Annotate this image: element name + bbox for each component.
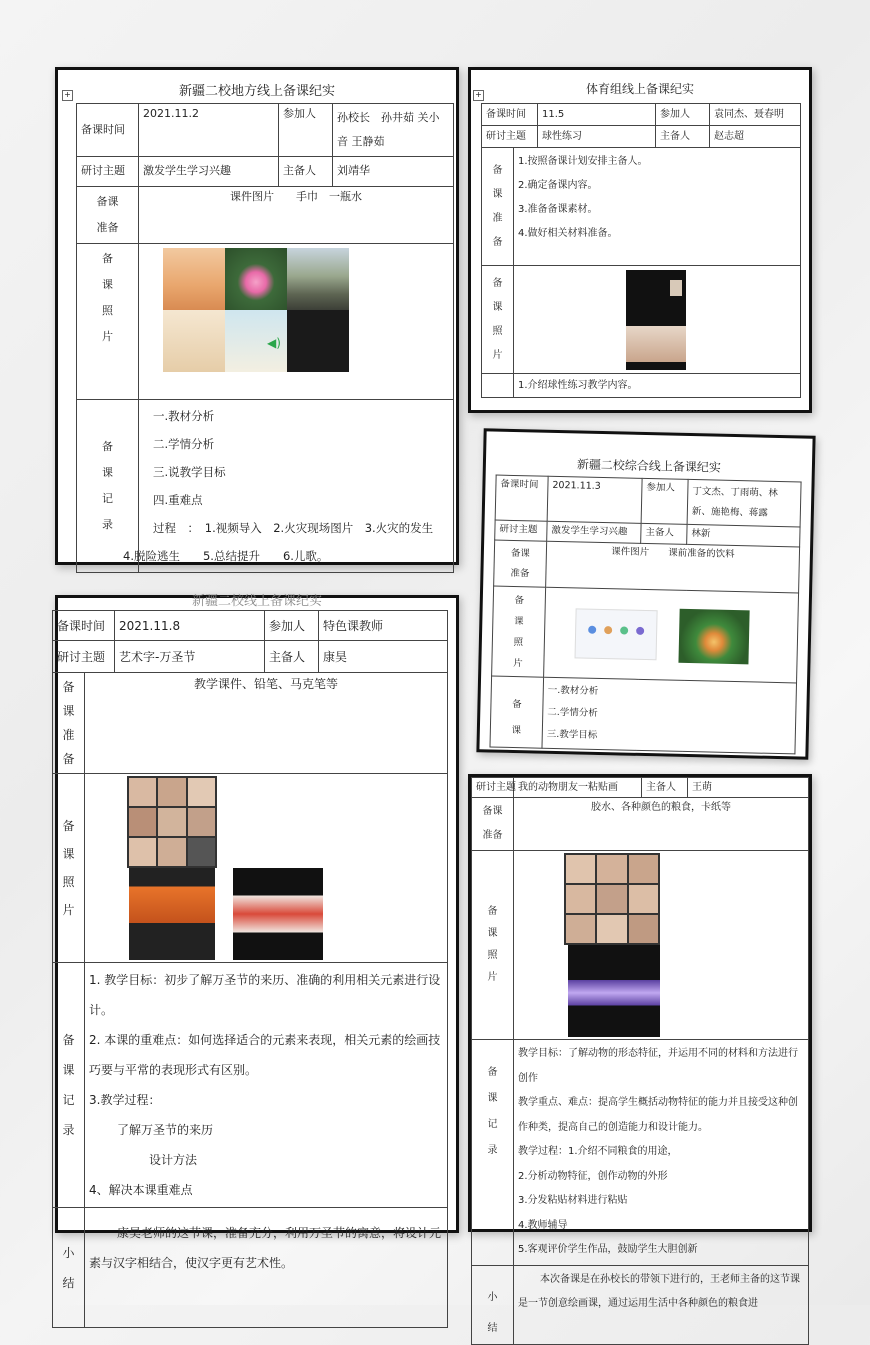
photo-cartoon-sketch	[163, 310, 225, 372]
doc-title: 新疆二校线上备课纪实	[191, 594, 322, 609]
value-prep: 课件图片 手巾 一瓶水	[139, 187, 454, 244]
label-lead: 主备人	[279, 157, 333, 187]
photo-thumb-small	[670, 280, 682, 296]
value-time: 11.5	[538, 104, 656, 126]
doc-card-4	[55, 594, 459, 1290]
photo-drinks-poster	[678, 608, 749, 664]
value-prep: 课件图片 课前准备的饮料	[546, 541, 800, 593]
value-prep: 胶水、各种颜色的粮食，卡纸等	[514, 798, 809, 851]
lesson-table	[76, 103, 454, 573]
label-lead: 主备人	[642, 778, 688, 798]
label-photo: 备 课 照 片	[492, 586, 546, 677]
label-photo: 备 课 照 片	[53, 774, 85, 963]
label-lead: 主备人	[641, 523, 687, 544]
record-content: 一.教材分析 二.学情分析 三.教学目标	[542, 677, 797, 754]
label-photo: 备 课 照 片	[77, 244, 139, 400]
label-topic: 研讨主题	[482, 126, 538, 148]
value-topic: 我的动物朋友一粘贴画	[514, 778, 642, 798]
photo-video-grid	[564, 853, 660, 945]
photo-cell	[544, 587, 799, 683]
label-time: 备课时间	[495, 475, 548, 521]
value-participants: 孙校长 孙井茹 关小音 王静茹	[333, 104, 454, 157]
label-lead: 主备人	[265, 641, 319, 673]
photo-cell	[514, 851, 809, 1040]
photo-video-call	[626, 270, 686, 370]
label-time: 备课时间	[53, 611, 115, 641]
label-prep: 备 课 准 备	[482, 148, 514, 266]
lesson-table	[471, 777, 809, 1345]
value-participants: 特色课教师	[319, 611, 448, 641]
photo-lotus	[225, 248, 287, 310]
doc-title: 新疆二校地方线上备课纪实	[178, 84, 335, 99]
record-content: 教学目标：了解动物的形态特征，并运用不同的材料和方法进行创作 教学重点、难点：提高学生概括动物特征的能力并且接受这种创作种类，提高自己的创造能力和设计能力。 教学过程：1.介绍不同粮食的用途， 2.分析动物特征，创作动物的外形 3.分发粘贴材料进行粘贴 4.教师辅导 5.客观评价学生作品，鼓励学生大胆创新	[514, 1040, 809, 1266]
label-record: 备 课	[490, 676, 544, 748]
photo-mountain-road	[287, 248, 349, 310]
photo-dark-screen	[267, 310, 349, 372]
photo-beach-couple	[163, 248, 225, 310]
doc-title: 体育组线上备课纪实	[585, 82, 694, 96]
value-lead: 王萌	[688, 778, 809, 798]
value-participants: 丁文杰、丁雨萌、林新、施艳梅、蒋露	[687, 479, 801, 527]
photo-collage	[139, 244, 454, 400]
record-content: 一.教材分析 二.学情分析 三.说教学目标 四.重难点 过程 ： 1.视频导入 2.火灾现场图片 3.火灾的发生 4.脱险逃生 5.总结提升 6.儿歌。	[139, 400, 454, 573]
table-anchor-icon[interactable]: +	[62, 90, 73, 101]
label-topic: 研讨主题	[77, 157, 139, 187]
lesson-table	[52, 610, 448, 1328]
table-anchor-icon[interactable]: +	[473, 90, 484, 101]
label-record: 备 课 记 录	[53, 963, 85, 1208]
label-summary: 小 结	[472, 1265, 514, 1344]
label-participants: 参加人	[656, 104, 710, 126]
value-time: 2021.11.8	[115, 611, 265, 641]
photo-drink-slide	[575, 608, 658, 660]
value-topic: 激发学生学习兴趣	[139, 157, 279, 187]
summary-content: 本次备课是在孙校长的带领下进行的，王老师主备的这节课是一节创意绘画课，通过运用生活中各种颜色的粮食进	[514, 1265, 809, 1344]
label-participants: 参加人	[641, 478, 688, 524]
value-time: 2021.11.2	[139, 104, 279, 157]
value-topic: 球性练习	[538, 126, 656, 148]
record-content: 1.介绍球性练习教学内容。	[514, 374, 801, 398]
label-photo: 备 课 照 片	[472, 851, 514, 1040]
value-lead: 赵志超	[710, 126, 801, 148]
record-content: 1. 教学目标：初步了解万圣节的来历、准确的利用相关元素进行设计。 2. 本课的重难点：如何选择适合的元素来表现，相关元素的绘画技巧要与平常的表现形式有区别。 3.教学过程： 了解万圣节的来历 设计方法 4、解决本课重难点	[85, 963, 448, 1208]
label-time: 备课时间	[482, 104, 538, 126]
lesson-table	[481, 103, 801, 398]
photo-slide-purple	[568, 945, 660, 1037]
lesson-table	[489, 475, 801, 755]
label-topic: 研讨主题	[472, 778, 514, 798]
label-participants: 参加人	[279, 104, 333, 157]
label-topic: 研讨主题	[495, 520, 547, 541]
doc-card-5	[468, 774, 812, 1334]
speaker-icon: ◀)	[267, 336, 281, 350]
value-topic: 艺术字-万圣节	[115, 641, 265, 673]
label-record: 备 课 记 录	[472, 1040, 514, 1266]
doc-card-1	[55, 67, 459, 565]
label-participants: 参加人	[265, 611, 319, 641]
value-participants: 袁同杰、聂春明	[710, 104, 801, 126]
value-prep: 教学课件、铅笔、马克笔等	[85, 673, 448, 774]
value-lead: 刘靖华	[333, 157, 454, 187]
value-topic: 激发学生学习兴趣	[547, 521, 641, 543]
photo-person	[626, 326, 686, 362]
value-time: 2021.11.3	[547, 476, 642, 523]
label-time: 备课时间	[77, 104, 139, 157]
label-prep: 备课 准备	[472, 798, 514, 851]
doc-card-2	[468, 67, 812, 413]
label-record: 备 课 记 录	[77, 400, 139, 573]
label-summary: 小 结	[53, 1208, 85, 1328]
photo-cell	[514, 266, 801, 374]
prep-content: 1.按照备课计划安排主备人。 2.确定备课内容。 3.准备备课素材。 4.做好相关材料准备。	[514, 148, 801, 266]
label-topic: 研讨主题	[53, 641, 115, 673]
value-lead: 康昊	[319, 641, 448, 673]
photo-halloween-title	[233, 868, 323, 960]
value-lead: 林新	[687, 524, 800, 547]
label-prep: 备课 准备	[77, 187, 139, 244]
label-prep: 备课 准备	[494, 540, 547, 587]
photo-video-grid	[127, 776, 217, 868]
doc-title: 新疆二校综合线上备课纪实	[576, 457, 722, 475]
photo-halloween-scene	[129, 868, 215, 960]
doc-card-3	[476, 428, 815, 759]
summary-content: 康昊老师的这节课，准备充分，利用万圣节的寓意，将设计元素与汉字相结合，使汉字更有艺术性。	[85, 1208, 448, 1328]
label-lead: 主备人	[656, 126, 710, 148]
photo-cell	[85, 774, 448, 963]
label-photo: 备 课 照 片	[482, 266, 514, 374]
label-prep: 备课 准备	[53, 673, 85, 774]
